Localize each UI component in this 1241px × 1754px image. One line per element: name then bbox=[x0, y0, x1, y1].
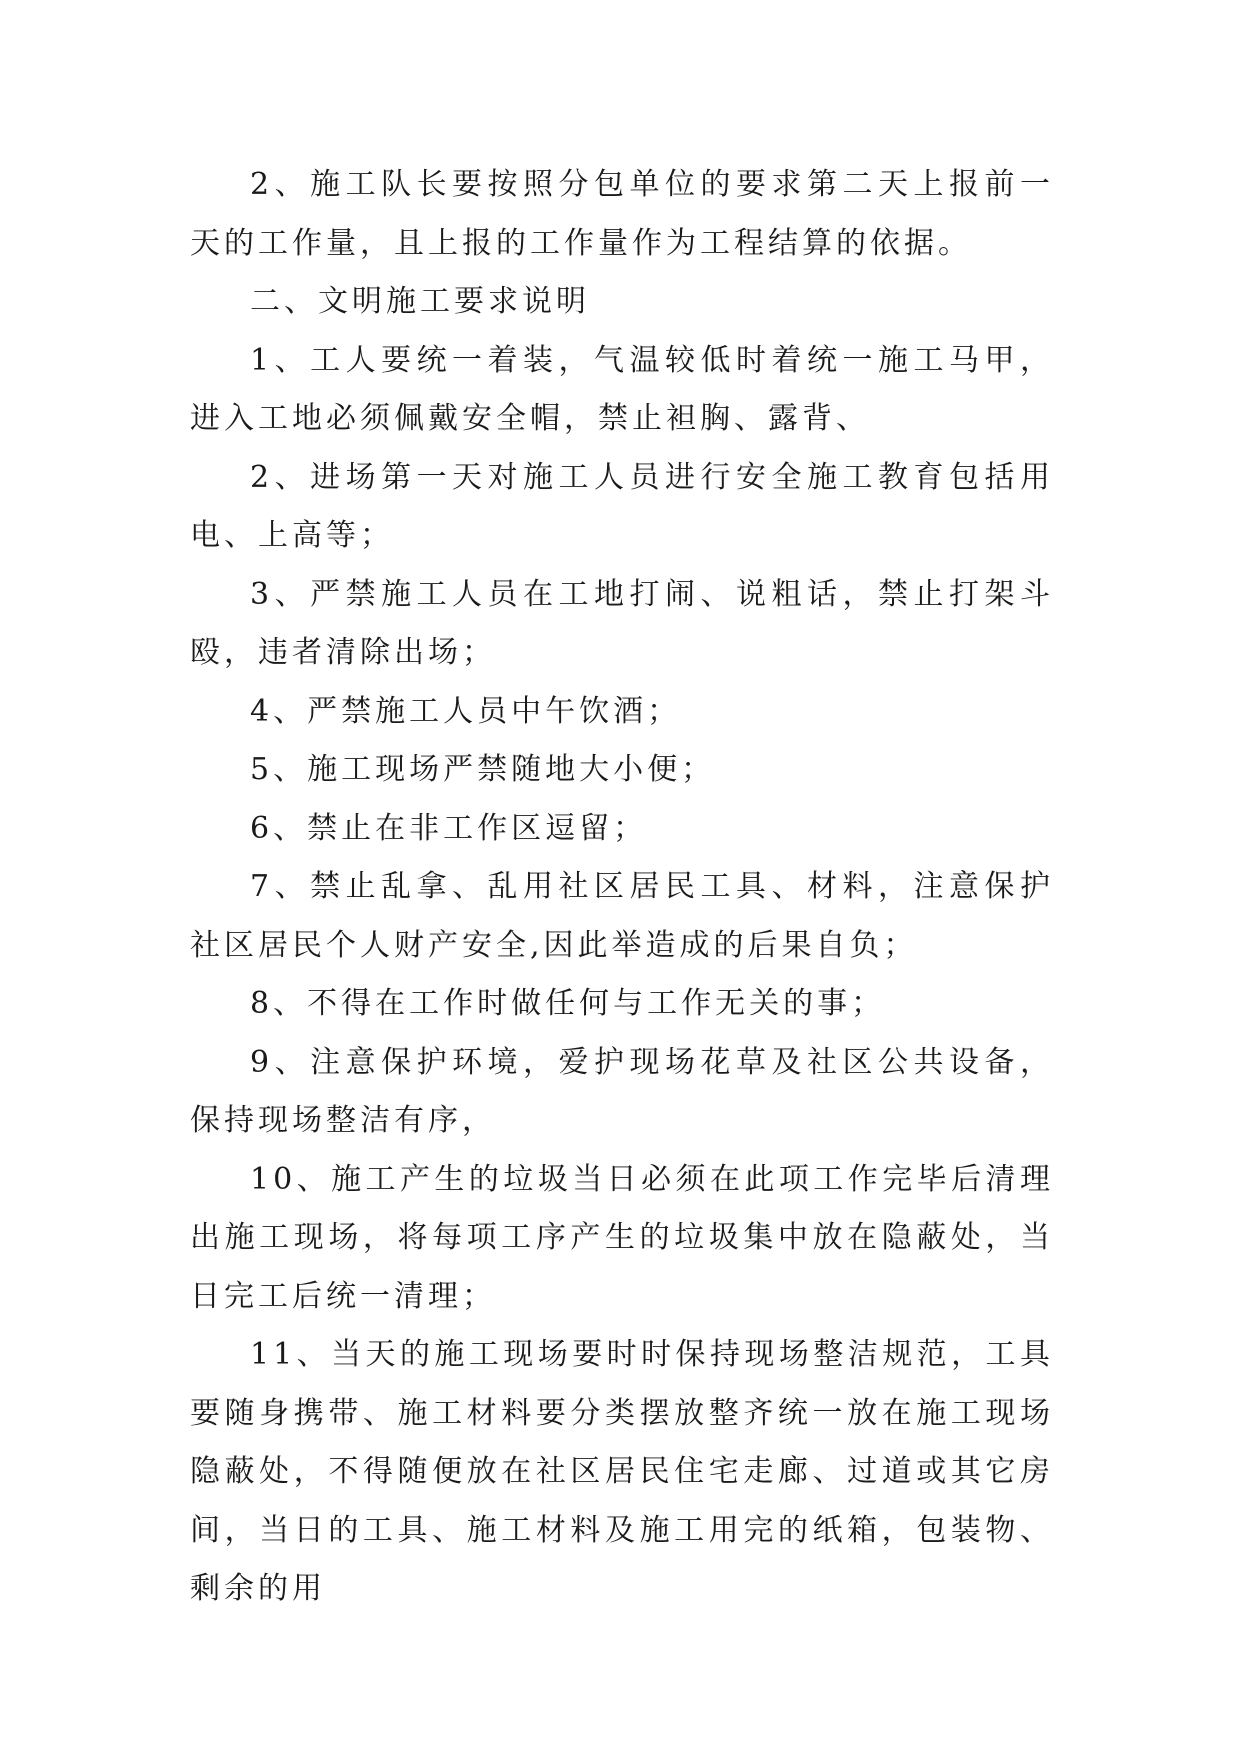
rule-4-no-drinking: 4、严禁施工人员中午饮酒； bbox=[250, 693, 682, 729]
rule-6-no-loitering: 6、禁止在非工作区逗留； bbox=[250, 810, 648, 846]
rule-7-resident-property: 7、禁止乱拿、乱用社区居民工具、材料，注意保护社区居民个人财产安全,因此举造成的后果自负； bbox=[190, 869, 1054, 963]
paragraph-item-2-reporting: 2、施工队长要按照分包单位的要求第二天上报前一天的工作量，且上报的工作量作为工程结算的依据。 bbox=[190, 167, 1054, 261]
rule-9-environment: 9、注意保护环境，爱护现场花草及社区公共设备，保持现场整洁有序， bbox=[190, 1044, 1054, 1138]
rule-1-uniform: 1、工人要统一着装，气温较低时着统一施工马甲，进入工地必须佩戴安全帽，禁止袒胸、露背、 bbox=[190, 342, 1054, 436]
rule-10-waste-cleanup: 10、施工产生的垃圾当日必须在此项工作完毕后清理出施工现场，将每项工序产生的垃圾集中放在隐蔽处，当日完工后统一清理； bbox=[190, 1161, 1054, 1314]
rule-3-no-fighting: 3、严禁施工人员在工地打闹、说粗话，禁止打架斗殴，违者清除出场； bbox=[190, 576, 1054, 670]
rule-5-sanitation: 5、施工现场严禁随地大小便； bbox=[250, 752, 716, 787]
rule-8-focus-on-work: 8、不得在工作时做任何与工作无关的事； bbox=[250, 986, 886, 1021]
document-body bbox=[190, 156, 1054, 1619]
section-heading-civilized-construction: 二、文明施工要求说明 bbox=[250, 284, 590, 319]
rule-2-safety-education: 2、进场第一天对施工人员进行安全施工教育包括用电、上高等； bbox=[190, 459, 1054, 553]
rule-11-site-tidiness: 11、当天的施工现场要时时保持现场整洁规范，工具要随身携带、施工材料要分类摆放整齐统一放在施工现场隐蔽处，不得随便放在社区居民住宅走廊、过道或其它房间，当日的工具、施工材料及施工用完的纸箱，包装物、剩余的用 bbox=[190, 1337, 1054, 1606]
